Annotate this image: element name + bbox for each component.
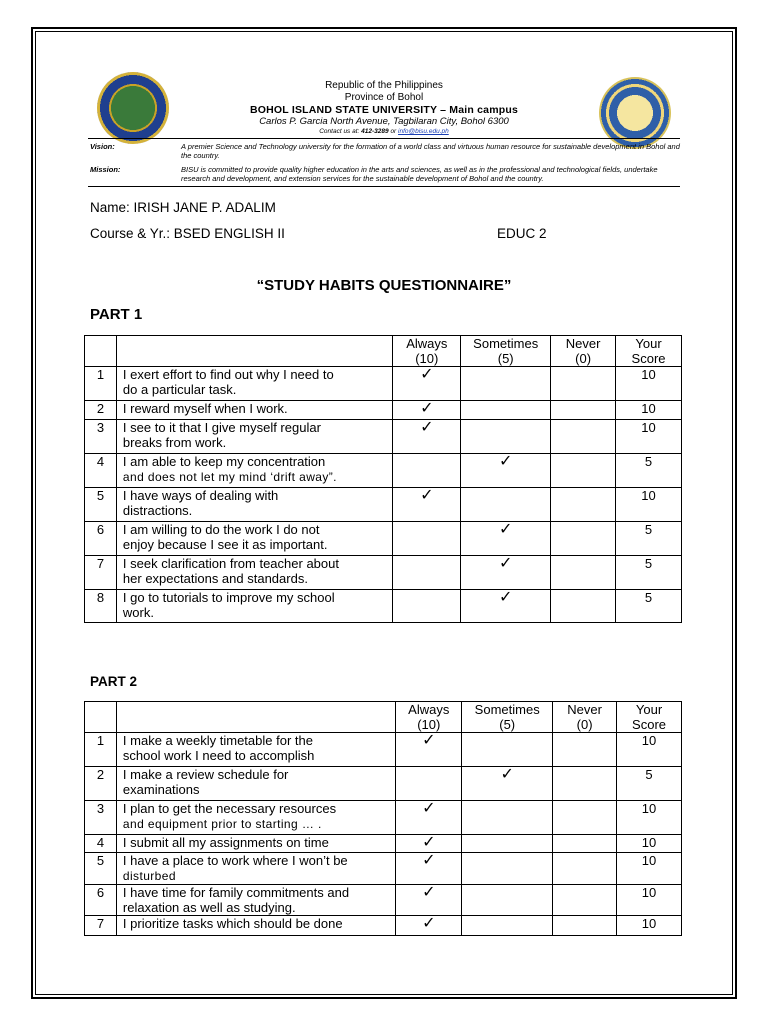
- header-always: [396, 702, 462, 733]
- statement-cell: [116, 733, 395, 767]
- always-points: (10): [415, 351, 439, 366]
- statement-line-2: enjoy because I see it as important.: [122, 537, 328, 552]
- sometimes-cell: [462, 767, 553, 801]
- statement-line-2: her expectations and standards.: [122, 571, 308, 586]
- header-university: BOHOL ISLAND STATE UNIVERSITY – Main campus: [249, 104, 519, 116]
- check-mark-icon: ✓: [420, 366, 434, 383]
- statement-cell: [116, 556, 392, 590]
- statement-line-1: I make a weekly timetable for the: [122, 733, 313, 748]
- statement-line-1: I have time for family commitments and: [122, 885, 350, 900]
- sometimes-cell: [462, 801, 553, 835]
- always-cell: [396, 916, 462, 936]
- always-cell: [396, 733, 462, 767]
- always-cell: [396, 767, 462, 801]
- score-cell: 5: [616, 522, 682, 556]
- never-points: (0): [575, 351, 592, 366]
- item-number: 8: [85, 590, 117, 623]
- never-cell: [553, 835, 617, 853]
- sometimes-cell: [462, 916, 553, 936]
- table-row: [85, 916, 682, 936]
- header-statement-cell: [116, 336, 392, 367]
- vision-label: Vision:: [90, 142, 115, 151]
- header-sometimes: [461, 336, 551, 367]
- score-label-1: Your: [635, 336, 662, 351]
- item-number: 3: [85, 420, 117, 454]
- table-row: [85, 454, 682, 488]
- table-row: [85, 885, 682, 916]
- statement-line-2: distractions.: [122, 503, 193, 518]
- vision-text: A premier Science and Technology university for the formation of a world class and virtuous human resource for sustainable development in Bohol and the country.: [181, 142, 680, 160]
- score-cell: 10: [616, 420, 682, 454]
- check-mark-icon: ✓: [422, 732, 436, 749]
- sometimes-cell: [462, 733, 553, 767]
- score-label-1: Your: [635, 702, 663, 717]
- header-address: Carlos P. Garcia North Avenue, Tagbilaran City, Bohol 6300: [259, 116, 509, 127]
- sometimes-cell: [461, 488, 551, 522]
- score-cell: 10: [617, 801, 682, 835]
- header-rule-top: [88, 138, 680, 139]
- check-mark-icon: ✓: [500, 766, 514, 783]
- subject-code: EDUC 2: [497, 226, 547, 241]
- part1-header-row: [85, 336, 682, 367]
- score-cell: 10: [616, 488, 682, 522]
- statement-cell: [116, 488, 392, 522]
- never-cell: [551, 367, 616, 401]
- statement-cell: [116, 420, 392, 454]
- statement-cell: [116, 401, 392, 420]
- table-row: [85, 590, 682, 623]
- item-number: 4: [85, 454, 117, 488]
- never-cell: [553, 767, 617, 801]
- check-mark-icon: ✓: [498, 589, 513, 606]
- header-never: [551, 336, 616, 367]
- item-number: 6: [85, 522, 117, 556]
- never-cell: [551, 401, 616, 420]
- statement-line-2: do a particular task.: [122, 382, 237, 397]
- statement-cell: [116, 853, 395, 885]
- never-cell: [551, 454, 616, 488]
- check-mark-icon: ✓: [498, 521, 513, 538]
- never-cell: [553, 801, 617, 835]
- statement-cell: [116, 590, 392, 623]
- table-row: [85, 556, 682, 590]
- statement-cell: [116, 522, 392, 556]
- header-always: [393, 336, 461, 367]
- score-cell: 10: [617, 916, 682, 936]
- never-cell: [551, 488, 616, 522]
- sometimes-cell: [462, 853, 553, 885]
- check-mark-icon: ✓: [422, 852, 436, 869]
- statement-line-1: I make a review schedule for: [122, 767, 289, 782]
- mission-label: Mission:: [90, 165, 121, 174]
- never-cell: [553, 733, 617, 767]
- statement-cell: [116, 801, 395, 835]
- score-cell: 10: [616, 401, 682, 420]
- always-cell: [396, 853, 462, 885]
- check-mark-icon: ✓: [420, 419, 434, 436]
- statement-line-1: I submit all my assignments on time: [122, 835, 329, 850]
- statement-line-2: examinations: [122, 782, 200, 797]
- never-cell: [551, 556, 616, 590]
- score-cell: 10: [617, 885, 682, 916]
- item-number: 3: [85, 801, 117, 835]
- table-row: [85, 522, 682, 556]
- statement-line-1: I am able to keep my concentration: [122, 454, 326, 469]
- statement-line-2: disturbed: [122, 869, 176, 883]
- item-number: 7: [85, 916, 117, 936]
- score-cell: 5: [616, 590, 682, 623]
- always-cell: [393, 590, 461, 623]
- contact-prefix: Contact us at:: [319, 128, 362, 135]
- questionnaire-title: “STUDY HABITS QUESTIONNAIRE”: [256, 277, 512, 294]
- check-mark-icon: ✓: [420, 400, 434, 417]
- header-contact: [0, 128, 768, 135]
- never-cell: [553, 885, 617, 916]
- student-name: Name: IRISH JANE P. ADALIM: [90, 200, 276, 215]
- statement-line-1: I am willing to do the work I do not: [122, 522, 320, 537]
- sometimes-cell: [461, 367, 551, 401]
- always-cell: [393, 401, 461, 420]
- item-number: 5: [85, 488, 117, 522]
- table-row: [85, 420, 682, 454]
- sometimes-cell: [462, 835, 553, 853]
- header-republic: Republic of the Philippines: [325, 80, 443, 91]
- header-num-cell: [85, 336, 117, 367]
- statement-line-1: I seek clarification from teacher about: [122, 556, 339, 571]
- sometimes-cell: [461, 522, 551, 556]
- always-cell: [396, 885, 462, 916]
- statement-line-1: I exert effort to find out why I need to: [122, 367, 334, 382]
- sometimes-cell: [461, 590, 551, 623]
- table-row: [85, 733, 682, 767]
- statement-line-1: I reward myself when I work.: [122, 401, 288, 416]
- never-label: Never: [567, 702, 602, 717]
- check-mark-icon: ✓: [422, 834, 436, 851]
- check-mark-icon: ✓: [498, 453, 513, 470]
- sometimes-cell: [461, 454, 551, 488]
- sometimes-cell: [462, 885, 553, 916]
- never-cell: [551, 590, 616, 623]
- never-label: Never: [565, 336, 601, 351]
- sometimes-cell: [461, 401, 551, 420]
- score-cell: 10: [617, 853, 682, 885]
- statement-cell: [116, 835, 395, 853]
- contact-phone: 412-3289: [361, 128, 389, 135]
- statement-line-2: breaks from work.: [122, 435, 227, 450]
- header-num-cell: [85, 702, 117, 733]
- header-statement-cell: [116, 702, 395, 733]
- item-number: 4: [85, 835, 117, 853]
- always-cell: [396, 835, 462, 853]
- table-row: [85, 767, 682, 801]
- always-points: (10): [417, 717, 441, 732]
- always-cell: [393, 556, 461, 590]
- course-year: Course & Yr.: BSED ENGLISH II: [90, 226, 285, 241]
- score-cell: 10: [617, 835, 682, 853]
- item-number: 2: [85, 401, 117, 420]
- score-cell: 5: [617, 767, 682, 801]
- score-label-2: Score: [632, 717, 667, 732]
- part1-heading: PART 1: [90, 306, 143, 323]
- check-mark-icon: ✓: [422, 915, 436, 932]
- check-mark-icon: ✓: [420, 487, 434, 504]
- table-row: [85, 401, 682, 420]
- header-never: [553, 702, 617, 733]
- score-label-2: Score: [631, 351, 666, 366]
- always-label: Always: [406, 336, 448, 351]
- statement-line-1: I prioritize tasks which should be done: [122, 916, 343, 931]
- part2-header-row: [85, 702, 682, 733]
- statement-line-2: school work I need to accomplish: [122, 748, 315, 763]
- part2-heading: PART 2: [90, 674, 138, 689]
- statement-cell: [116, 367, 392, 401]
- contact-email-link[interactable]: info@bisu.edu.ph: [398, 128, 449, 135]
- part1-table: [84, 335, 682, 623]
- contact-or: or: [388, 128, 399, 135]
- check-mark-icon: ✓: [422, 800, 436, 817]
- statement-line-1: I see to it that I give myself regular: [122, 420, 321, 435]
- sometimes-points: (5): [499, 717, 516, 732]
- always-cell: [393, 454, 461, 488]
- sometimes-cell: [461, 556, 551, 590]
- never-cell: [551, 420, 616, 454]
- mission-text: BISU is committed to provide quality higher education in the arts and sciences, as well as in the professional and technological fields, undertake research and development, and extension services for the sustainable development of Bohol and the country.: [181, 165, 658, 183]
- statement-cell: [116, 885, 395, 916]
- always-label: Always: [408, 702, 450, 717]
- statement-cell: [116, 454, 392, 488]
- check-mark-icon: ✓: [498, 555, 513, 572]
- part2-table: [84, 701, 682, 936]
- statement-line-2: work.: [122, 605, 154, 620]
- never-cell: [553, 853, 617, 885]
- item-number: 1: [85, 733, 117, 767]
- always-cell: [393, 367, 461, 401]
- item-number: 7: [85, 556, 117, 590]
- check-mark-icon: ✓: [422, 884, 436, 901]
- statement-cell: [116, 767, 395, 801]
- score-cell: 10: [616, 367, 682, 401]
- sometimes-points: (5): [497, 351, 514, 366]
- table-row: [85, 488, 682, 522]
- item-number: 1: [85, 367, 117, 401]
- table-row: [85, 801, 682, 835]
- table-row: [85, 853, 682, 885]
- statement-line-2: and equipment prior to starting … .: [122, 817, 322, 831]
- always-cell: [396, 801, 462, 835]
- always-cell: [393, 488, 461, 522]
- table-row: [85, 367, 682, 401]
- table-row: [85, 835, 682, 853]
- header-province: Province of Bohol: [344, 92, 424, 103]
- always-cell: [393, 522, 461, 556]
- header-rule-bottom: [88, 186, 680, 187]
- sometimes-label: Sometimes: [474, 702, 540, 717]
- header-score: [617, 702, 682, 733]
- item-number: 5: [85, 853, 117, 885]
- score-cell: 10: [617, 733, 682, 767]
- statement-cell: [116, 916, 395, 936]
- item-number: 6: [85, 885, 117, 916]
- statement-line-1: I have a place to work where I won’t be: [122, 853, 348, 868]
- statement-line-2: relaxation as well as studying.: [122, 900, 296, 915]
- statement-line-1: I plan to get the necessary resources: [122, 801, 337, 816]
- sometimes-cell: [461, 420, 551, 454]
- item-number: 2: [85, 767, 117, 801]
- score-cell: 5: [616, 454, 682, 488]
- header-sometimes: [462, 702, 553, 733]
- statement-line-1: I go to tutorials to improve my school: [122, 590, 335, 605]
- never-points: (0): [576, 717, 593, 732]
- sometimes-label: Sometimes: [473, 336, 539, 351]
- statement-line-1: I have ways of dealing with: [122, 488, 279, 503]
- always-cell: [393, 420, 461, 454]
- header-score: [616, 336, 682, 367]
- statement-line-2: and does not let my mind ‘drift away”.: [122, 470, 337, 484]
- never-cell: [551, 522, 616, 556]
- never-cell: [553, 916, 617, 936]
- score-cell: 5: [616, 556, 682, 590]
